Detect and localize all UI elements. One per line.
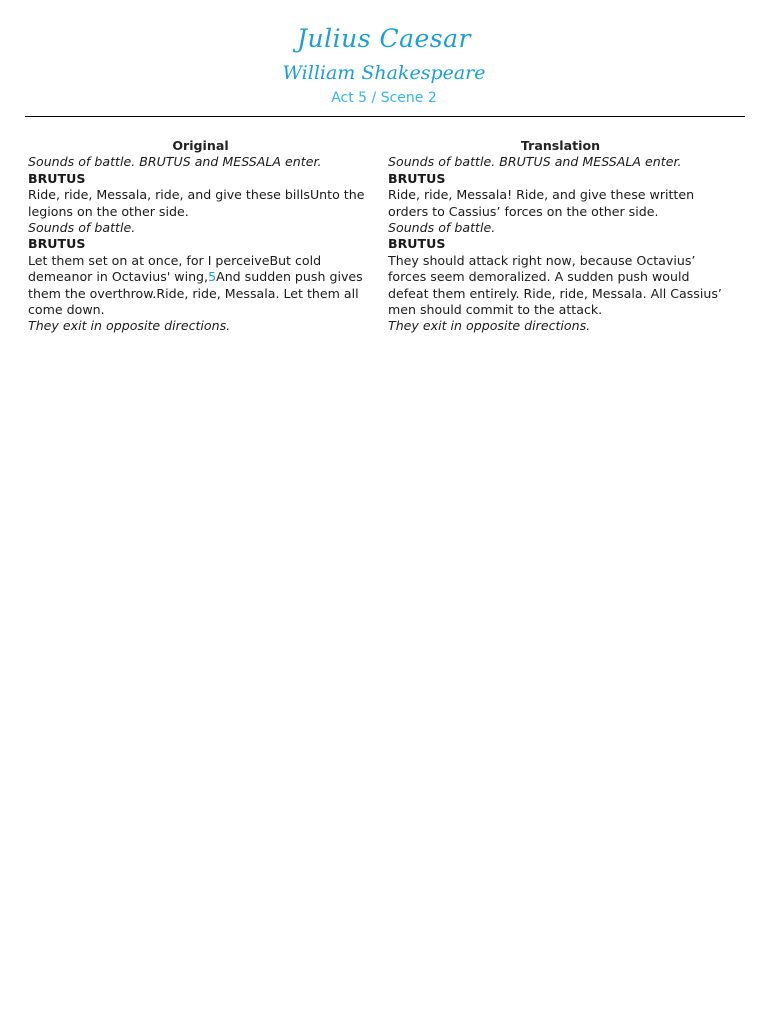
original-heading: Original xyxy=(172,138,229,153)
text-columns xyxy=(28,138,748,335)
stage-direction: They exit in opposite directions. xyxy=(388,318,591,334)
play-title: Julius Caesar xyxy=(296,24,471,53)
stage-direction: Sounds of battle. xyxy=(28,220,136,236)
stage-direction: They exit in opposite directions. xyxy=(28,318,231,334)
speaker-name: BRUTUS xyxy=(388,170,446,186)
stage-direction: Sounds of battle. BRUTUS and MESSALA enter. xyxy=(28,154,322,170)
original-column xyxy=(28,138,373,335)
play-author: William Shakespeare xyxy=(282,62,486,84)
speaker-name: BRUTUS xyxy=(28,236,86,252)
stage-direction: Sounds of battle. BRUTUS and MESSALA enter. xyxy=(388,154,682,170)
speech-text: Ride, ride, Messala! Ride, and give these written orders to Cassius’ forces on the other side. xyxy=(388,187,695,219)
line-number: 5 xyxy=(208,269,217,285)
page-header xyxy=(0,0,768,108)
speech-text-part: And sudden push gives them the overthrow.Ride, ride, Messala. Let them all come down. xyxy=(28,269,363,318)
speech-text: They should attack right now, because Octavius’ forces seem demoralized. A sudden push would defeat them entirely. Ride, ride, Messala. All Cassius’ men should commit to the attack. xyxy=(388,252,722,318)
scene-label: Act 5 / Scene 2 xyxy=(331,90,437,106)
speech-text xyxy=(28,253,373,319)
speaker-name: BRUTUS xyxy=(28,170,86,186)
translation-column xyxy=(388,138,733,335)
speech-text: Ride, ride, Messala, ride, and give these billsUnto the legions on the other side. xyxy=(28,187,365,219)
stage-direction: Sounds of battle. xyxy=(388,220,496,236)
speaker-name: BRUTUS xyxy=(388,236,446,252)
translation-heading: Translation xyxy=(520,138,601,153)
header-divider xyxy=(25,116,745,117)
speech-text-part: Let them set on at once, for I perceiveBut cold demeanor in Octavius' wing, xyxy=(28,252,322,285)
